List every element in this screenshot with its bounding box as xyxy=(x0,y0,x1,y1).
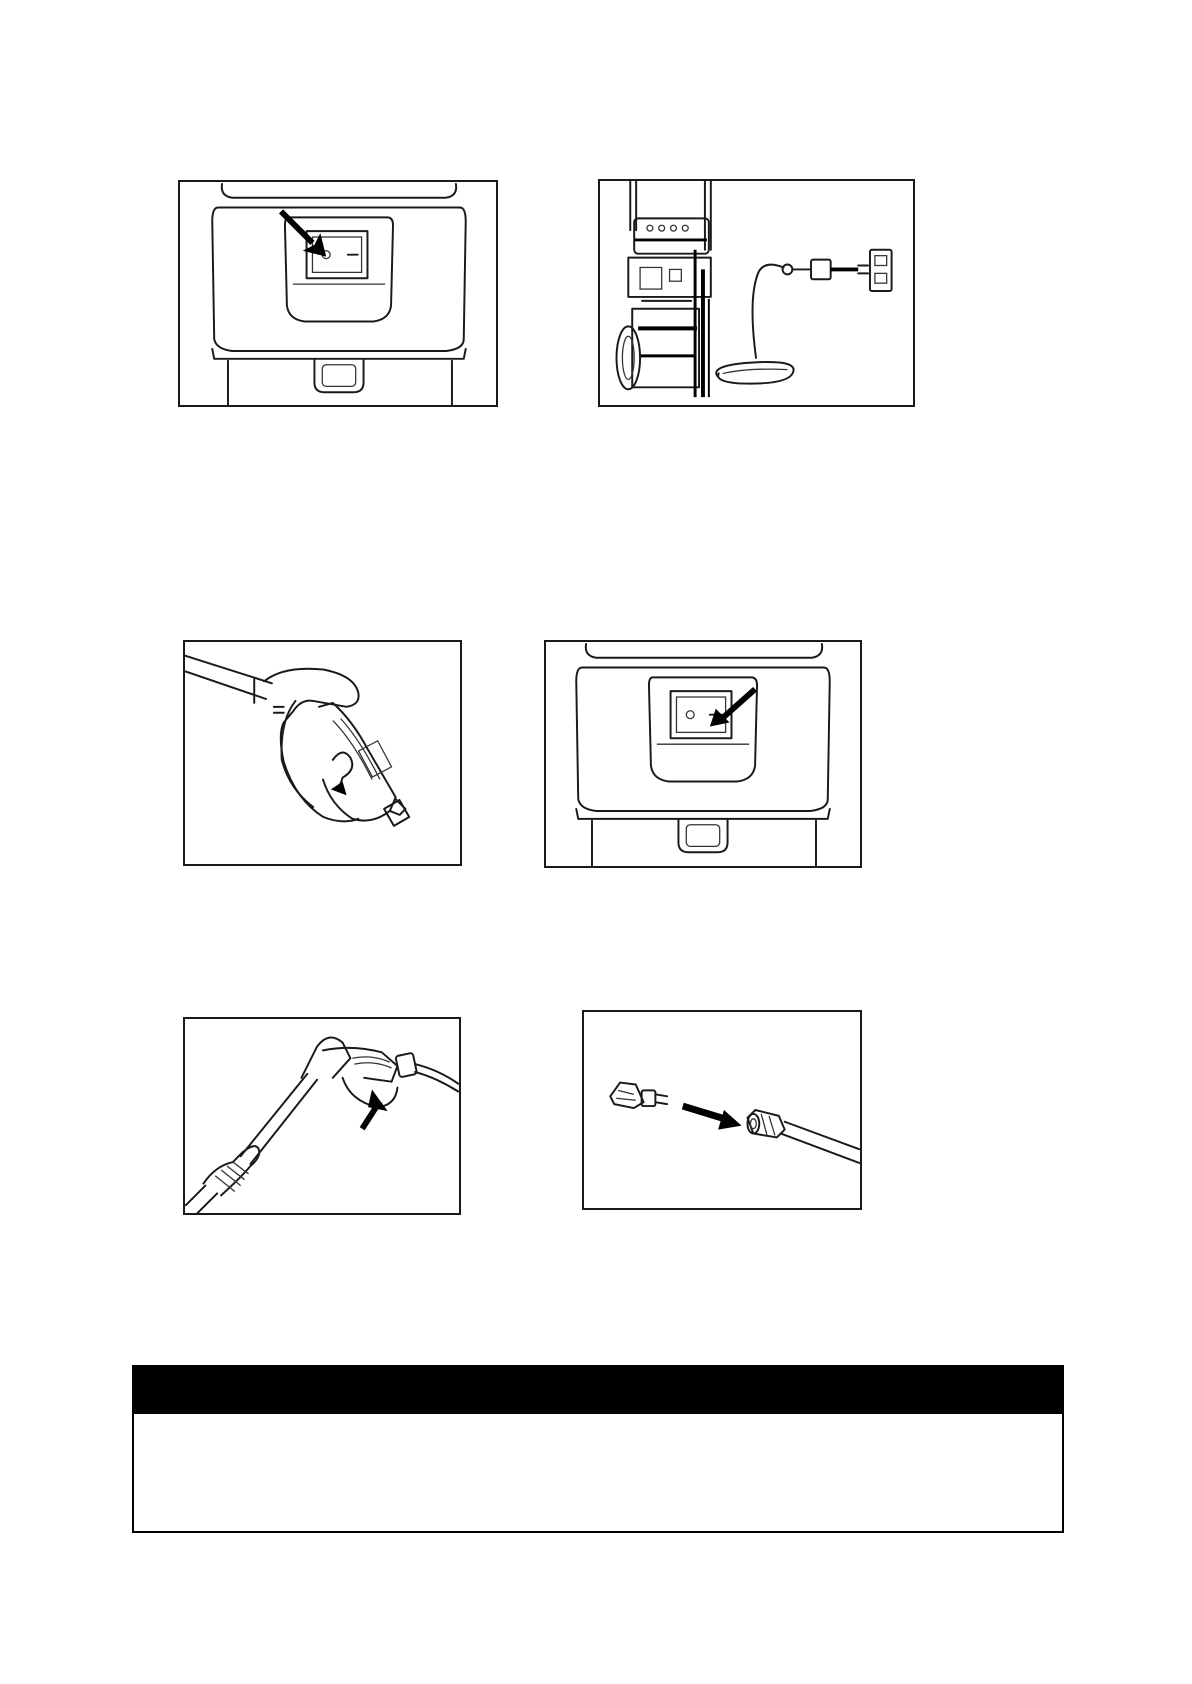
figure-plug-in xyxy=(598,179,915,407)
figure-nozzle-attach xyxy=(582,1010,862,1210)
figure-squeeze-trigger xyxy=(183,1017,461,1215)
notice-text xyxy=(134,1414,1062,1446)
figure-power-switch-on xyxy=(544,640,862,868)
notice-header-bar xyxy=(134,1367,1062,1414)
nozzle-attach-icon xyxy=(584,1012,860,1208)
power-switch-off-icon xyxy=(180,182,496,405)
figure-trigger-lock xyxy=(183,640,462,866)
notice-box xyxy=(132,1365,1064,1533)
plug-into-outlet-icon xyxy=(600,181,913,405)
figure-power-switch-off xyxy=(178,180,498,407)
notice-heading xyxy=(134,1378,150,1403)
trigger-lock-icon xyxy=(185,642,460,864)
squeeze-trigger-icon xyxy=(185,1019,459,1213)
power-switch-on-icon xyxy=(546,642,860,866)
